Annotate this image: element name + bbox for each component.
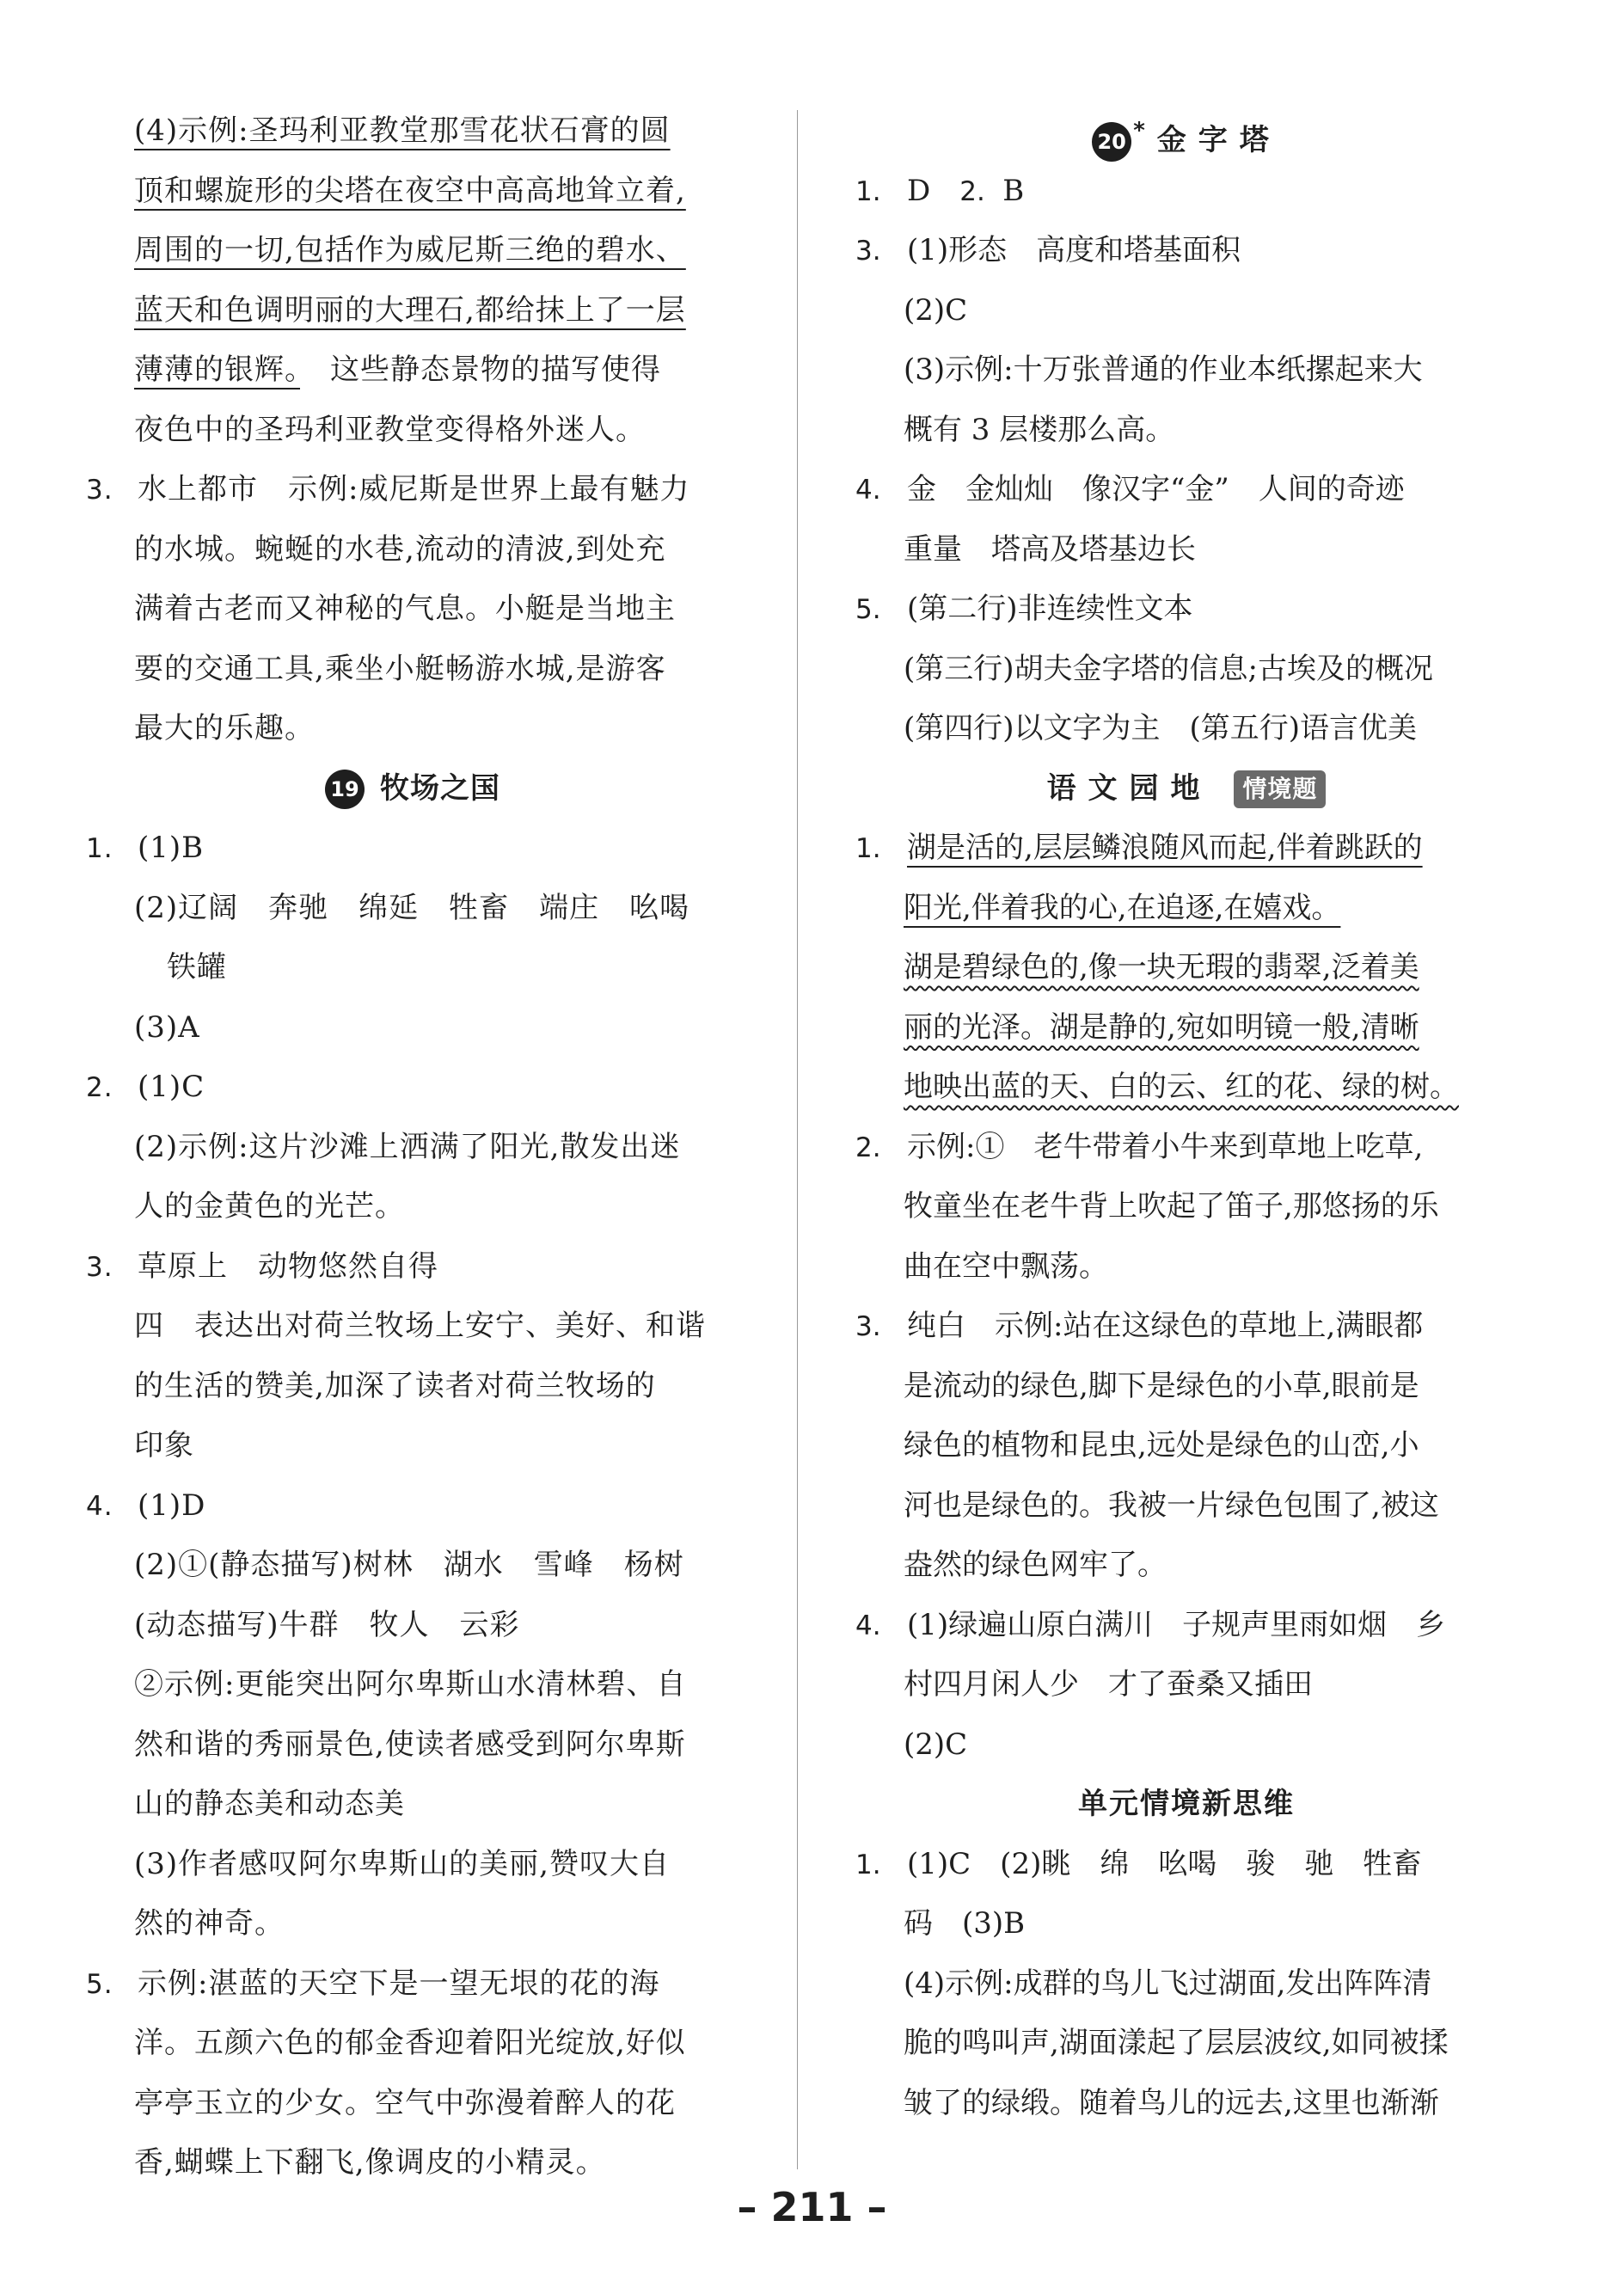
answer-line: 绿色的植物和昆虫,远处是绿色的山峦,小	[904, 1428, 1419, 1463]
answer-line: 地映出蓝的天、白的云、红的花、绿的树。	[904, 1070, 1459, 1104]
yuwen-yuandi-heading	[855, 759, 1517, 819]
answer-line: (2)C	[904, 292, 968, 328]
answer-line: 牧童坐在老牛背上吹起了笛子,那悠扬的乐	[904, 1189, 1439, 1224]
answer-line: 丽的光泽。湖是静的,宛如明镜一般,清晰	[904, 1009, 1419, 1045]
answer-line: (3)A	[134, 1009, 200, 1045]
answer-line: 要的交通工具,乘坐小艇畅游水城,是游客	[134, 651, 666, 686]
question-3: 3. 草原上 动物悠然自得	[86, 1248, 438, 1284]
optional-lesson-star: *	[1133, 118, 1145, 144]
question-1-2: 1. D 2. B	[855, 173, 1025, 208]
answer-line: (3)作者感叹阿尔卑斯山的美丽,赞叹大自	[134, 1846, 670, 1881]
answer-line: 湖是碧绿色的,像一块无瑕的翡翠,泛着美	[904, 950, 1419, 985]
situation-question-tag: 情境题	[1234, 770, 1326, 808]
question-1: 1. 湖是活的,层层鳞浪随风而起,伴着跳跃的	[855, 831, 1423, 865]
answer-line: 的生活的赞美,加深了读者对荷兰牧场的	[134, 1368, 656, 1403]
answer-line: 阳光,伴着我的心,在追逐,在嬉戏。	[904, 890, 1341, 925]
question-1: 1. (1)C (2)眺 绵 吆喝 骏 驰 牲畜	[855, 1846, 1422, 1881]
answer-line: 铁罐	[167, 950, 227, 985]
answer-line: 重量 塔高及塔基边长	[904, 531, 1196, 567]
answer-line: 脆的鸣叫声,湖面漾起了层层波纹,如同被揉	[904, 2026, 1449, 2060]
question-4: 4. 金 金灿灿 像汉字“金” 人间的奇迹	[855, 472, 1405, 506]
answer-line: 香,蝴蝶上下翻飞,像调皮的小精灵。	[134, 2145, 606, 2180]
answer-line: 盎然的绿色网牢了。	[904, 1548, 1167, 1582]
answer-line: 村四月闲人少 才了蚕桑又插田	[904, 1667, 1313, 1702]
answer-line: (2)示例:这片沙滩上洒满了阳光,散发出迷	[134, 1129, 681, 1164]
question-4: 4. (1)绿遍山原白满川 子规声里雨如烟 乡	[855, 1607, 1446, 1642]
answer-line: 曲在空中飘荡。	[904, 1248, 1108, 1284]
answer-line: 皱了的绿缎。随着鸟儿的远去,这里也渐渐	[904, 2085, 1439, 2120]
answer-line: (动态描写)牛群 牧人 云彩	[134, 1607, 520, 1642]
answer-line: 满着古老而又神秘的气息。小艇是当地主	[134, 592, 676, 626]
question-number: 3.	[86, 475, 113, 506]
answer-line: 是流动的绿色,脚下是绿色的小草,眼前是	[904, 1368, 1419, 1403]
unit-thinking-heading: 单元情境新思维	[1078, 1787, 1295, 1821]
question-5: 5. (第二行)非连续性文本	[855, 592, 1193, 626]
answer-line: 的水城。蜿蜒的水巷,流动的清波,到处充	[134, 531, 666, 567]
answer-line: 然的神奇。	[134, 1906, 285, 1941]
answer-line: 亭亭玉立的少女。空气中弥漫着醉人的花	[134, 2085, 676, 2120]
column-divider	[797, 110, 798, 2169]
lesson-number-badge: 20	[1092, 122, 1131, 162]
answer-line: (第三行)胡夫金字塔的信息;古埃及的概况	[904, 651, 1433, 686]
question-4: 4. (1)D	[86, 1488, 206, 1523]
lesson-19-heading	[86, 759, 739, 819]
right-column	[855, 101, 1517, 2133]
answer-line: 人的金黄色的光芒。	[134, 1189, 405, 1224]
answer-line: 最大的乐趣。	[134, 711, 315, 745]
answer-line: (2)辽阔 奔驰 绵延 牲畜 端庄 吆喝	[134, 890, 690, 925]
left-column	[86, 101, 739, 2193]
question-3: 3. 水上都市 示例:威尼斯是世界上最有魅力	[86, 460, 739, 520]
answer-line: 周围的一切,包括作为威尼斯三绝的碧水、	[134, 233, 686, 267]
answer-line: 码 (3)B	[904, 1906, 1026, 1941]
answer-line: 蓝天和色调明丽的大理石,都给抹上了一层	[134, 292, 686, 328]
page-number: – 211 –	[737, 2184, 887, 2230]
answer-line: 薄薄的银辉。 这些静态景物的描写使得	[134, 353, 661, 387]
answer-line: 然和谐的秀丽景色,使读者感受到阿尔卑斯	[134, 1727, 686, 1762]
answer-line: 顶和螺旋形的尖塔在夜空中高高地耸立着,	[134, 173, 686, 208]
question-2: 2. (1)C	[86, 1070, 205, 1104]
answer-line: 概有 3 层楼那么高。	[904, 412, 1175, 447]
lesson-title: 金字塔	[1156, 123, 1281, 157]
answer-line: (4)示例:成群的鸟儿飞过湖面,发出阵阵清	[904, 1966, 1432, 2001]
section-title: 语文园地	[1046, 770, 1212, 806]
lesson-title: 牧场之国	[380, 770, 500, 806]
answer-line: (第四行)以文字为主 (第五行)语言优美	[904, 711, 1418, 745]
question-5: 5. 示例:湛蓝的天空下是一望无垠的花的海	[86, 1966, 660, 2001]
lesson-20-heading	[855, 101, 1517, 162]
answer-line: 四 表达出对荷兰牧场上安宁、美好、和谐	[134, 1309, 706, 1343]
answer-line: (2)①(静态描写)树林 湖水 雪峰 杨树	[134, 1548, 684, 1582]
answer-line: 河也是绿色的。我被一片绿色包围了,被这	[904, 1488, 1439, 1523]
answer-line: ②示例:更能突出阿尔卑斯山水清林碧、自	[134, 1667, 687, 1702]
answer-line: 印象	[134, 1428, 194, 1463]
answer-line: (2)C	[904, 1727, 968, 1762]
question-2: 2. 示例:① 老牛带着小牛来到草地上吃草,	[855, 1129, 1424, 1164]
question-3: 3. 纯白 示例:站在这绿色的草地上,满眼都	[855, 1309, 1424, 1343]
lesson-number-badge: 19	[325, 770, 365, 809]
answer-line: (3)示例:十万张普通的作业本纸摞起来大	[904, 353, 1423, 387]
answer-line: 洋。五颜六色的郁金香迎着阳光绽放,好似	[134, 2026, 686, 2060]
answer-line: 山的静态美和动态美	[134, 1787, 405, 1821]
answer-line: 夜色中的圣玛利亚教堂变得格外迷人。	[134, 412, 646, 447]
answer-line: (4)示例:圣玛利亚教堂那雪花状石膏的圆	[134, 113, 671, 148]
question-3: 3. (1)形态 高度和塔基面积	[855, 233, 1241, 267]
question-1: 1. (1)B	[86, 831, 205, 865]
